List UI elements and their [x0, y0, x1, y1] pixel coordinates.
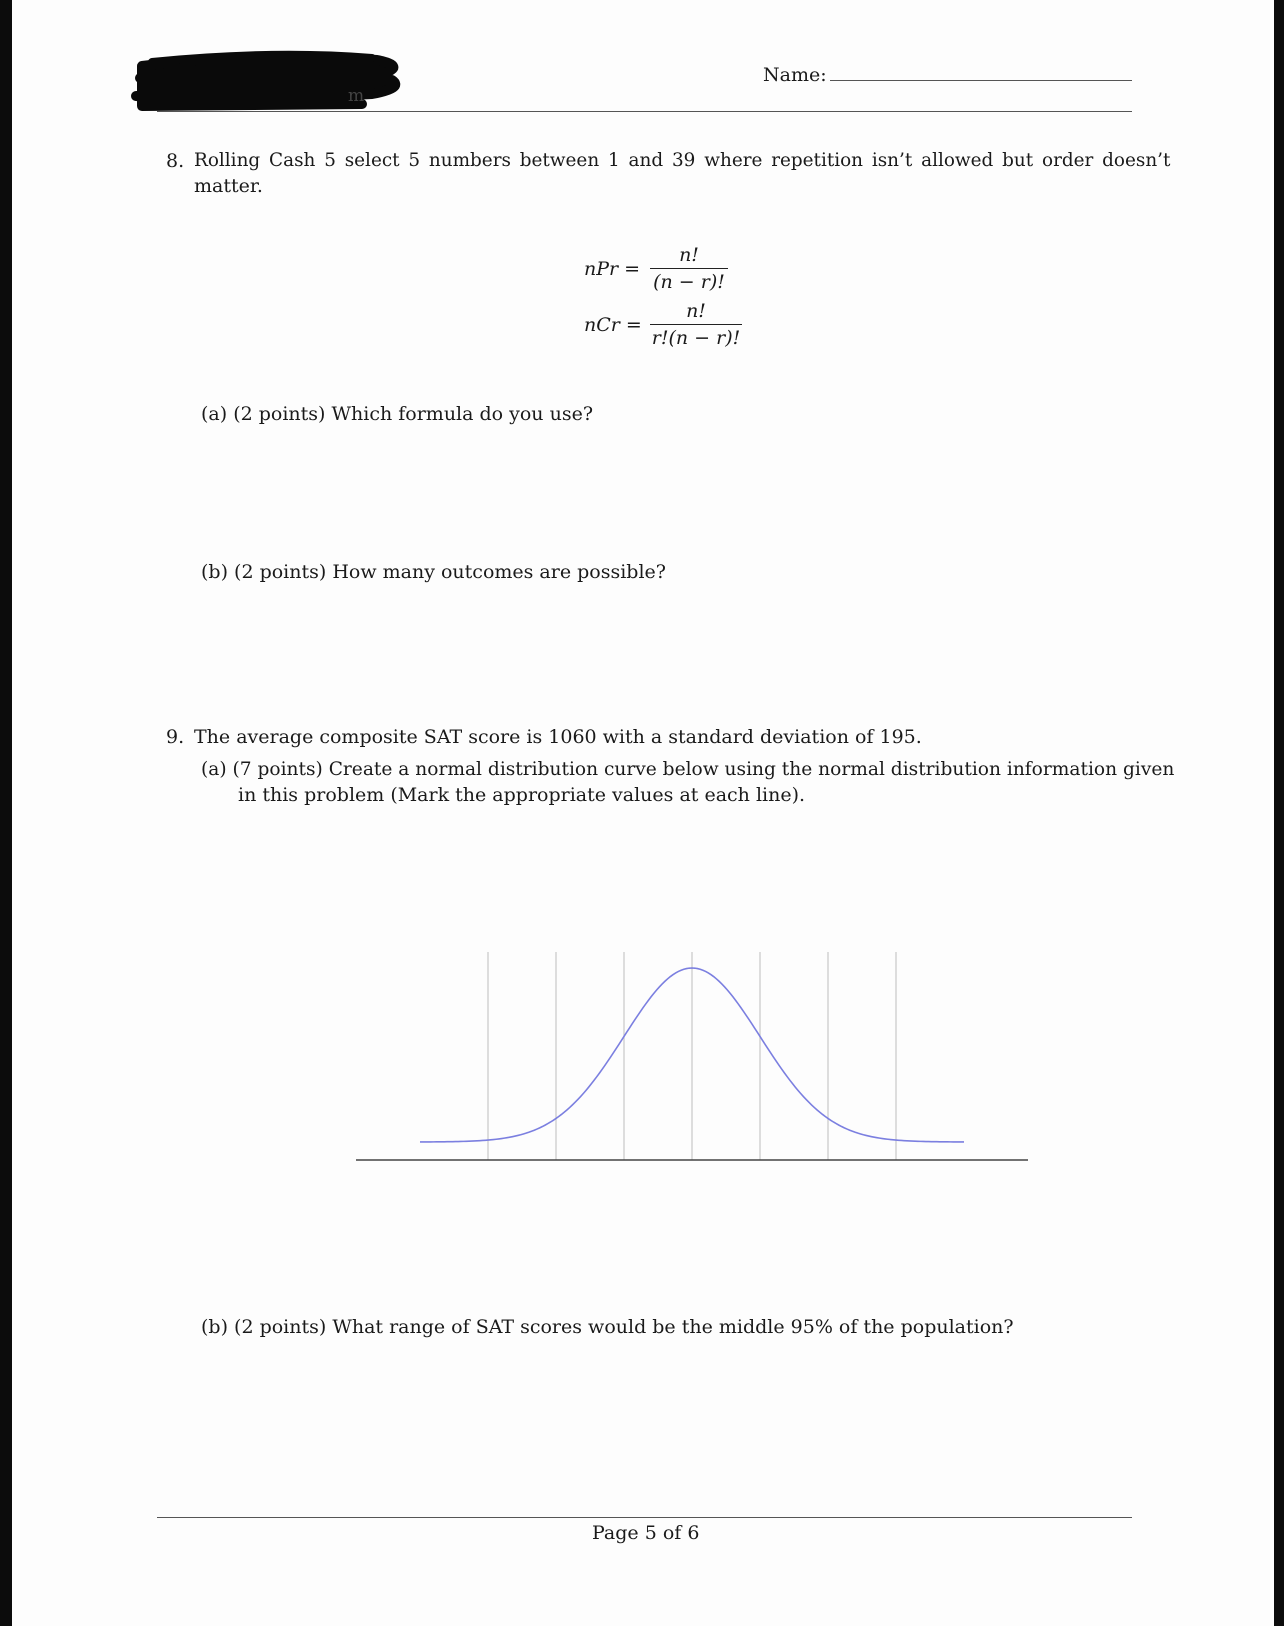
q9-text: The average composite SAT score is 1060 with a standard deviation of 195. [194, 726, 922, 748]
permutation-fraction [650, 244, 728, 293]
q9-part-a-line2: in this problem (Mark the appropriate values at each line). [238, 784, 806, 806]
q8-text-line2: matter. [194, 175, 263, 197]
fraction-bar [650, 324, 742, 325]
normal-distribution-chart[interactable] [352, 940, 1032, 1190]
permutation-numerator: n! [679, 244, 699, 266]
permutation-lhs: nPr = [584, 258, 641, 280]
combination-fraction [650, 300, 742, 349]
q9-number: 9. [166, 726, 185, 748]
q9-part-b: (b) (2 points) What range of SAT scores would be the middle 95% of the population? [201, 1316, 1014, 1338]
footer-rule [157, 1517, 1132, 1518]
exam-page [12, 0, 1274, 1626]
redaction-scribble [122, 44, 412, 114]
redacted-fragment: m [348, 86, 365, 106]
page-number: Page 5 of 6 [592, 1522, 700, 1544]
fraction-bar [650, 268, 728, 269]
combination-numerator: n! [686, 300, 706, 322]
name-blank-line[interactable] [830, 80, 1132, 81]
q8-part-a: (a) (2 points) Which formula do you use? [201, 403, 594, 425]
permutation-denominator: (n − r)! [653, 271, 725, 293]
q9-part-a-line1: (a) (7 points) Create a normal distribution curve below using the normal distribution information given [201, 759, 1175, 780]
combination-denominator: r!(n − r)! [651, 327, 741, 349]
header-rule [157, 111, 1132, 112]
name-label: Name: [763, 64, 827, 86]
combination-lhs: nCr = [584, 314, 642, 336]
q8-part-b: (b) (2 points) How many outcomes are possible? [201, 561, 666, 583]
q8-number: 8. [166, 150, 185, 172]
q8-text-line1: Rolling Cash 5 select 5 numbers between 1 and 39 where repetition isn’t allowed but order doesn’t [194, 150, 1171, 171]
